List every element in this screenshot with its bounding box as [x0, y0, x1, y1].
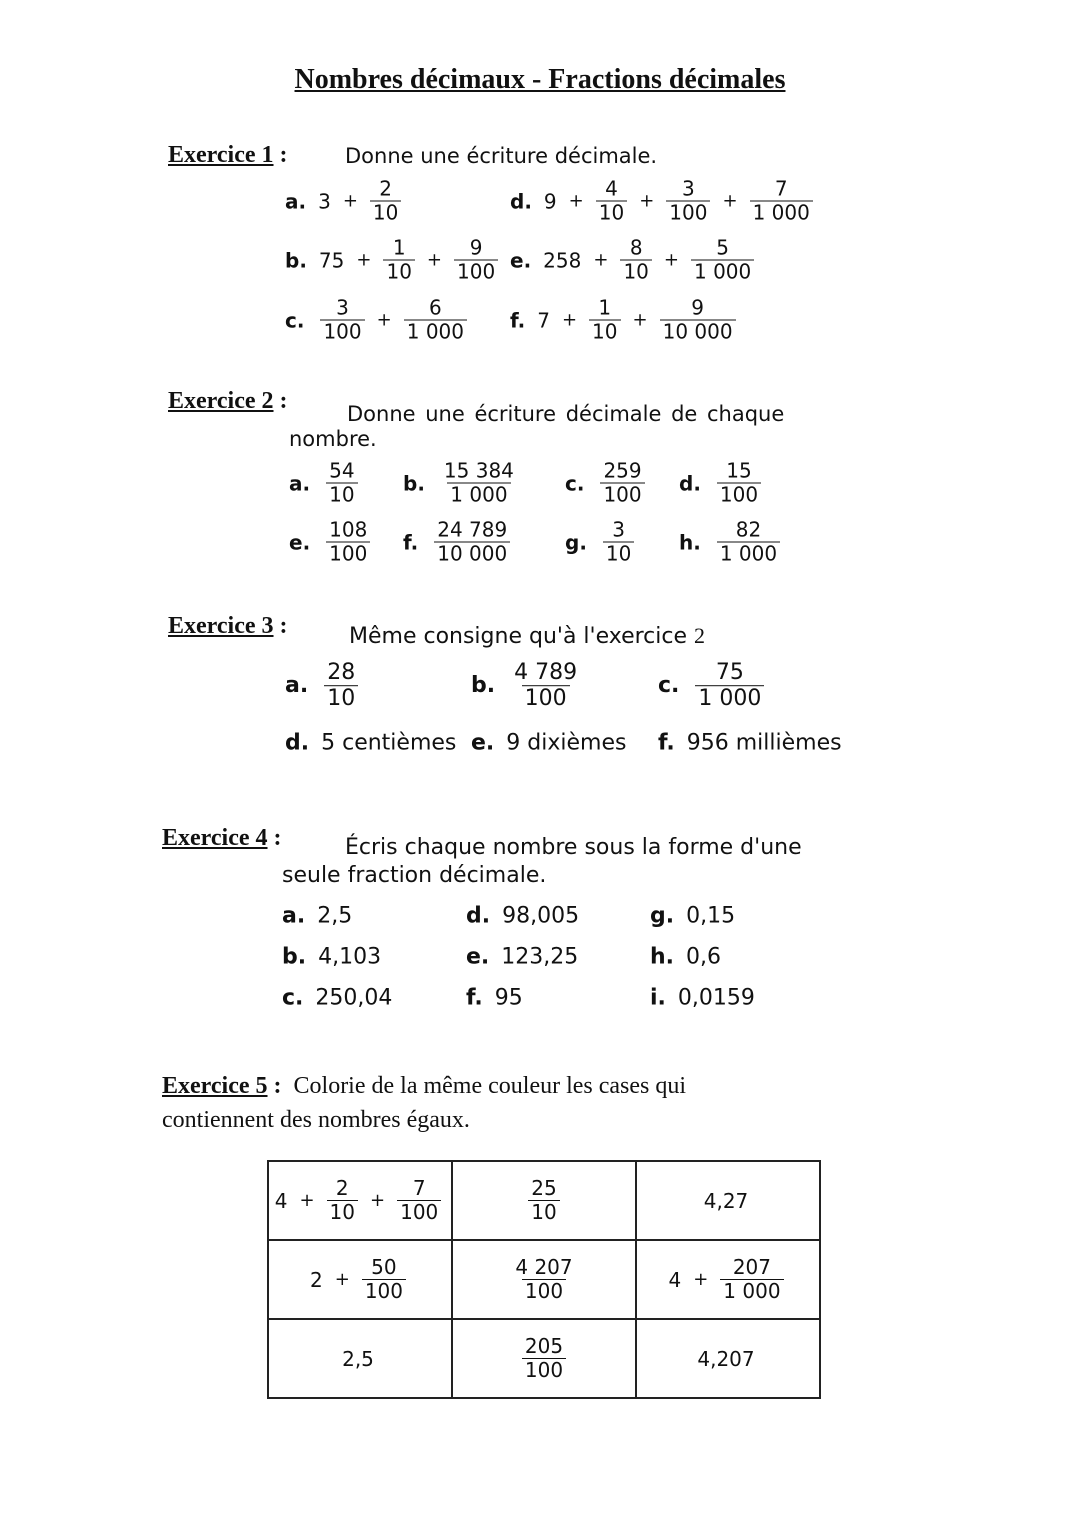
fraction	[603, 519, 634, 566]
item-letter: b.	[471, 673, 496, 699]
table-row	[268, 1161, 820, 1240]
numerator: 207	[732, 1255, 771, 1279]
plus-sign: +	[370, 1190, 386, 1211]
exercise-4-instruction-cont: seule fraction décimale.	[282, 863, 547, 888]
item-letter: d.	[679, 471, 701, 495]
exercise-item	[285, 297, 471, 344]
number: 0,6	[686, 944, 722, 970]
item-letter: a.	[285, 189, 307, 213]
item-letter: b.	[282, 944, 307, 970]
number: 2,5	[317, 903, 353, 929]
numerator: 259	[603, 458, 642, 483]
numerator: 25	[531, 1176, 557, 1200]
plus-sign: +	[693, 1269, 709, 1290]
item-letter: i.	[650, 985, 666, 1011]
exercise-item	[285, 178, 405, 225]
numerator: 8	[629, 235, 643, 260]
table-cell[interactable]	[636, 1240, 820, 1319]
colon: :	[273, 388, 288, 414]
fraction	[691, 237, 754, 284]
item-letter: b.	[403, 471, 425, 495]
denominator: 10	[596, 201, 627, 225]
exercise-2-instruction-cont: nombre.	[289, 427, 377, 451]
number: 250,04	[315, 985, 393, 1011]
denominator: 10	[324, 686, 358, 712]
exercise-item	[285, 237, 502, 284]
cell-value	[453, 1256, 635, 1303]
denominator: 100	[522, 686, 570, 712]
exercise-item	[658, 731, 846, 756]
numerator: 205	[524, 1334, 564, 1358]
number: 7	[537, 308, 550, 332]
instruction-text: Même consigne qu'à l'exercice	[349, 624, 688, 649]
exercise-label: Exercice 2	[168, 388, 274, 414]
item-letter: a.	[285, 673, 309, 699]
fraction	[454, 237, 498, 284]
fraction	[717, 519, 780, 566]
denominator: 10	[327, 1200, 358, 1224]
exercise-item	[466, 904, 583, 929]
denominator: 100	[397, 1200, 441, 1224]
item-letter: c.	[565, 471, 585, 495]
exercise-item	[650, 986, 759, 1011]
item-letter: e.	[466, 944, 490, 970]
plus-sign: +	[299, 1190, 315, 1211]
denominator: 10	[603, 542, 634, 566]
exercise-item	[658, 660, 768, 712]
exercise-item	[510, 237, 758, 284]
number: 3	[318, 189, 331, 213]
numerator: 6	[429, 295, 442, 320]
instruction-number: 2	[694, 623, 706, 648]
exercise-item	[466, 986, 527, 1011]
fraction	[362, 1256, 406, 1303]
numerator: 2	[335, 1176, 349, 1200]
denominator: 1 000	[695, 686, 764, 712]
denominator: 1 000	[447, 483, 510, 507]
item-letter: f.	[658, 730, 675, 756]
exercise-label: Exercice 1	[168, 142, 274, 168]
numerator: 50	[371, 1255, 397, 1279]
fraction	[695, 660, 764, 712]
plus-sign: +	[334, 1269, 350, 1290]
plus-sign: +	[639, 190, 655, 212]
item-letter: c.	[282, 985, 304, 1011]
exercise-label: Exercice 4	[162, 825, 268, 851]
number: 9	[543, 189, 557, 213]
denominator: 1 000	[404, 320, 467, 344]
number: 4,103	[318, 944, 382, 970]
denominator: 100	[362, 1279, 406, 1303]
table-cell[interactable]	[636, 1161, 820, 1240]
number: 75	[318, 248, 345, 272]
denominator: 100	[522, 1358, 566, 1382]
page-title: Nombres décimaux - Fractions décimales	[294, 64, 786, 95]
numerator: 4	[605, 176, 618, 201]
fraction	[434, 519, 510, 566]
denominator: 10	[620, 260, 651, 284]
exercise-item	[289, 460, 362, 507]
item-letter: a.	[282, 903, 306, 929]
exercise-2-instruction: Donne une écriture décimale de chaque	[347, 402, 785, 426]
fraction	[620, 237, 651, 284]
exercise-5-table	[267, 1160, 821, 1399]
exercise-item	[565, 460, 649, 507]
plus-sign: +	[663, 249, 679, 271]
cell-value	[637, 1256, 819, 1303]
item-letter: c.	[285, 308, 305, 332]
table-cell[interactable]	[268, 1240, 452, 1319]
denominator: 10 000	[434, 542, 510, 566]
plus-sign: +	[561, 309, 578, 331]
denominator: 10	[589, 320, 620, 344]
number: 0,15	[686, 903, 736, 929]
denominator: 1 000	[691, 260, 754, 284]
numerator: 75	[715, 660, 744, 686]
numerator: 4 207	[515, 1255, 573, 1279]
fraction	[383, 237, 414, 284]
fraction	[660, 297, 736, 344]
number: 95	[494, 985, 523, 1011]
number: 2	[309, 1267, 323, 1292]
fraction	[512, 1256, 575, 1303]
plus-sign: +	[426, 249, 443, 271]
table-cell[interactable]	[452, 1240, 636, 1319]
exercise-label: Exercice 3	[168, 613, 274, 639]
fraction	[326, 460, 357, 507]
item-letter: e.	[510, 248, 532, 272]
exercise-item	[565, 519, 638, 566]
item-letter: f.	[510, 308, 526, 332]
plus-sign: +	[568, 190, 584, 212]
denominator: 10 000	[660, 320, 736, 344]
item-letter: g.	[650, 903, 675, 929]
denominator: 1 000	[720, 1279, 783, 1303]
exercise-item	[282, 904, 356, 929]
exercise-item	[471, 731, 630, 756]
item-letter: f.	[466, 985, 483, 1011]
number: 4,27	[703, 1188, 749, 1213]
fraction	[528, 1177, 559, 1224]
fraction	[596, 178, 627, 225]
cell-value	[269, 1347, 451, 1371]
exercise-label: Exercice 5	[162, 1073, 268, 1099]
item-letter: c.	[658, 673, 680, 699]
denominator: 10	[528, 1200, 559, 1224]
item-letter: e.	[289, 530, 311, 554]
fraction	[600, 460, 644, 507]
item-letter: b.	[285, 248, 307, 272]
fraction	[320, 297, 364, 344]
plus-sign: +	[356, 249, 372, 271]
fraction	[589, 297, 620, 344]
colon: :	[273, 613, 288, 639]
cell-value	[453, 1335, 635, 1382]
fraction	[327, 1177, 358, 1224]
exercise-item	[289, 519, 374, 566]
exercise-4-instruction: Écris chaque nombre sous la forme d'une	[345, 835, 802, 860]
denominator: 10	[383, 260, 414, 284]
fraction	[441, 460, 517, 507]
number: 2,5	[342, 1346, 374, 1371]
number: 956 millièmes	[686, 730, 842, 756]
number: 4	[668, 1267, 682, 1292]
fraction	[666, 178, 710, 225]
numerator: 4 789	[514, 660, 578, 686]
fraction	[720, 1256, 783, 1303]
item-letter: h.	[650, 944, 675, 970]
numerator: 7	[412, 1176, 426, 1200]
denominator: 1 000	[750, 201, 813, 225]
fraction	[326, 519, 370, 566]
denominator: 100	[454, 260, 498, 284]
plus-sign: +	[722, 190, 738, 212]
item-letter: h.	[679, 530, 701, 554]
exercise-item	[510, 297, 740, 344]
fraction	[324, 660, 358, 712]
numerator: 7	[774, 176, 788, 201]
number: 0,0159	[677, 985, 755, 1011]
cell-value	[453, 1177, 635, 1224]
numerator: 82	[735, 517, 762, 542]
number: 258	[543, 248, 582, 272]
cell-value	[637, 1347, 819, 1371]
exercise-5-instruction-cont: contiennent des nombres égaux.	[162, 1107, 470, 1133]
numerator: 3	[612, 517, 626, 542]
item-letter: d.	[466, 903, 491, 929]
exercise-item	[282, 986, 396, 1011]
item-letter: d.	[285, 730, 310, 756]
numerator: 1	[392, 235, 406, 260]
exercise-item	[679, 519, 784, 566]
table-cell[interactable]	[268, 1161, 452, 1240]
cell-value	[637, 1189, 819, 1213]
denominator: 100	[600, 483, 644, 507]
fraction	[370, 178, 401, 225]
fraction	[511, 660, 580, 712]
colon: :	[273, 142, 288, 168]
numerator: 9	[469, 235, 483, 260]
exercise-item	[650, 904, 739, 929]
exercise-2-heading	[168, 388, 288, 415]
exercise-item	[285, 660, 362, 712]
exercise-item	[282, 945, 385, 970]
fraction	[522, 1335, 566, 1382]
item-letter: d.	[510, 189, 532, 213]
table-cell[interactable]	[268, 1319, 452, 1398]
exercise-item	[510, 178, 817, 225]
exercise-1-instruction: Donne une écriture décimale.	[345, 144, 658, 168]
number: 9 dixièmes	[506, 730, 627, 756]
cell-value	[269, 1177, 451, 1224]
denominator: 100	[320, 320, 364, 344]
colon: :	[267, 1073, 282, 1099]
exercise-item	[403, 460, 521, 507]
numerator: 3	[336, 295, 349, 320]
numerator: 5	[716, 235, 729, 260]
fraction	[750, 178, 813, 225]
plus-sign: +	[632, 309, 648, 331]
cell-value	[269, 1256, 451, 1303]
numerator: 9	[691, 295, 704, 320]
denominator: 100	[326, 542, 370, 566]
number: 5 centièmes	[321, 730, 457, 756]
table-cell[interactable]	[636, 1319, 820, 1398]
numerator: 54	[329, 458, 355, 483]
table-row	[268, 1319, 820, 1398]
numerator: 108	[329, 517, 368, 542]
number: 98,005	[502, 903, 580, 929]
numerator: 15 384	[443, 458, 514, 483]
fraction	[404, 297, 467, 344]
plus-sign: +	[376, 309, 392, 331]
fraction	[397, 1177, 441, 1224]
exercise-4-heading	[162, 825, 282, 852]
numerator: 24 789	[437, 517, 508, 542]
exercise-item	[679, 460, 765, 507]
item-letter: e.	[471, 730, 495, 756]
denominator: 100	[666, 201, 710, 225]
plus-sign: +	[593, 249, 609, 271]
item-letter: f.	[403, 530, 419, 554]
exercise-5-instruction: Colorie de la même couleur les cases qui	[293, 1073, 687, 1099]
item-letter: g.	[565, 530, 587, 554]
colon: :	[267, 825, 282, 851]
fraction	[717, 460, 761, 507]
numerator: 2	[379, 176, 393, 201]
exercise-3-instruction	[349, 623, 705, 649]
exercise-3-heading	[168, 613, 288, 640]
table-cell[interactable]	[452, 1161, 636, 1240]
denominator: 10	[370, 201, 401, 225]
table-row	[268, 1240, 820, 1319]
numerator: 15	[726, 458, 752, 483]
numerator: 1	[598, 295, 612, 320]
numerator: 3	[682, 176, 695, 201]
number: 123,25	[501, 944, 579, 970]
exercise-5-heading	[162, 1069, 686, 1103]
plus-sign: +	[342, 190, 358, 212]
denominator: 1 000	[717, 542, 780, 566]
denominator: 100	[522, 1279, 566, 1303]
numerator: 28	[327, 660, 356, 686]
item-letter: a.	[289, 471, 311, 495]
denominator: 100	[717, 483, 761, 507]
exercise-item	[650, 945, 725, 970]
denominator: 10	[326, 483, 357, 507]
number: 4	[274, 1188, 288, 1213]
number: 4,207	[697, 1346, 755, 1371]
exercise-item	[403, 519, 514, 566]
table-cell[interactable]	[452, 1319, 636, 1398]
exercise-item	[471, 660, 584, 712]
exercise-item	[285, 731, 460, 756]
exercise-1-heading	[168, 142, 288, 169]
exercise-item	[466, 945, 582, 970]
